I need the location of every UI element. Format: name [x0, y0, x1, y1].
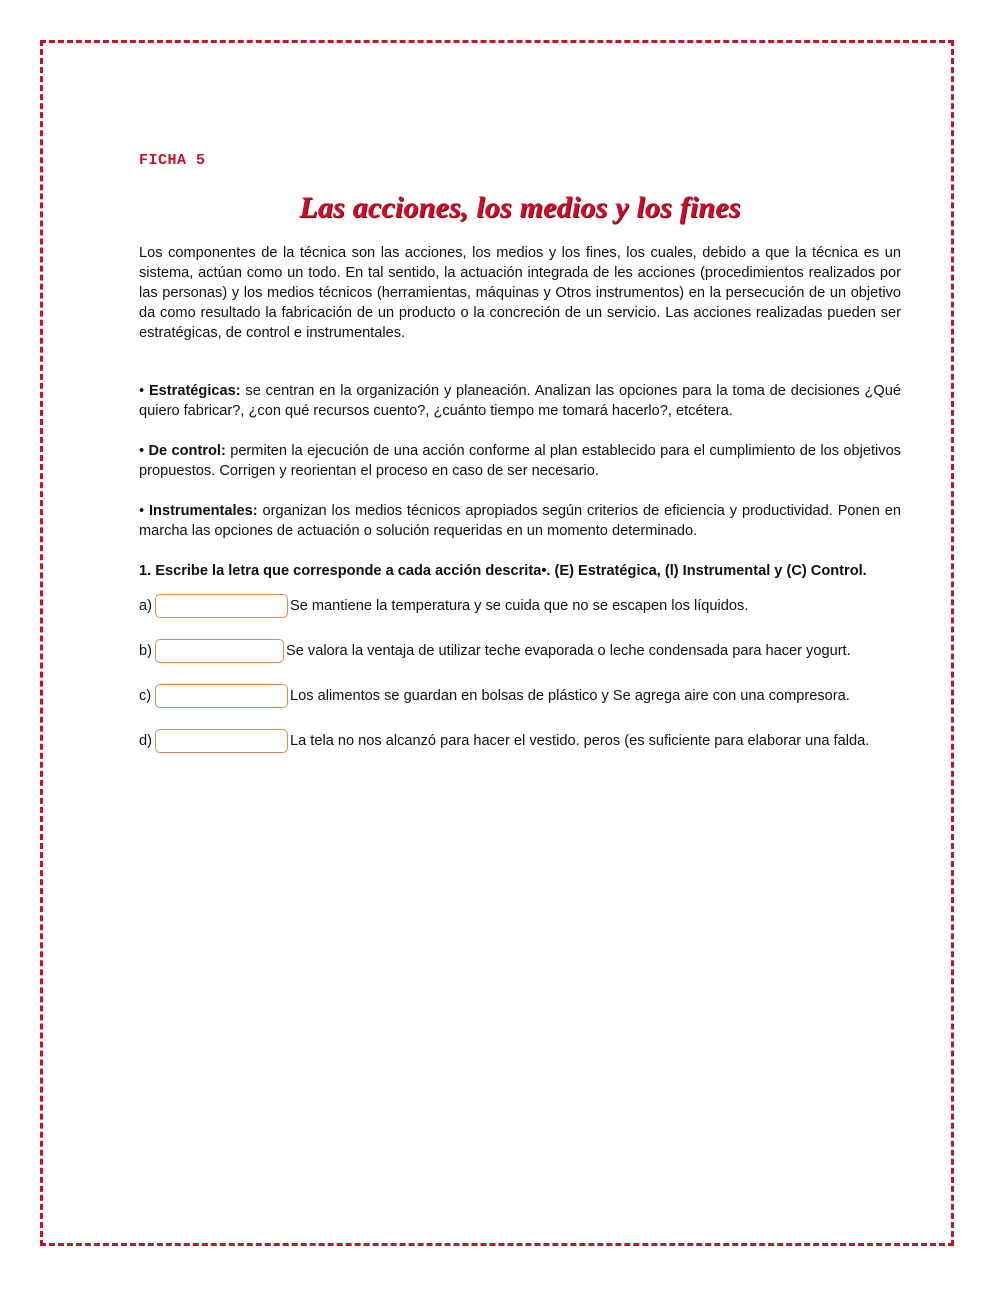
bullet-marker: • [139, 443, 149, 459]
exercise-item-a [139, 593, 901, 619]
worksheet-content [139, 152, 901, 754]
page-title: Las acciones, los medios y los fines [299, 191, 741, 224]
bullet-term: De control: [148, 443, 226, 459]
intro-paragraph: Los componentes de la técnica son las acciones, los medios y los fines, los cuales, debido a que la técnica es un sistema, actúan como un todo. En tal sentido, la actuación integrada de les acciones (procedimientos realizados por las personas) y los medios técnicos (herramientas, máquinas y Otros instrumentos) en la persecución de un objetivo da como resultado la fabricación de un producto o la concreción de un servicio. Las acciones realizadas pueden ser estratégicas, de control e instrumentales. [139, 245, 901, 341]
bullet-marker: • [139, 383, 149, 399]
bullet-term: Instrumentales: [148, 503, 258, 519]
bullet-de-control [139, 441, 901, 481]
bullet-text: permiten la ejecución de una acción conforme al plan establecido para el cumplimiento de los objetivos propuestos. Corrigen y reorientan el proceso en caso de ser necesario. [139, 443, 901, 479]
exercise-items [139, 593, 901, 754]
bullet-term: Estratégicas: [148, 383, 241, 399]
item-letter: b) [139, 643, 152, 659]
answer-input-b[interactable] [155, 639, 284, 663]
bullet-marker: • [139, 503, 149, 519]
item-text: Se mantiene la temperatura y se cuida que no se escapen los líquidos. [290, 598, 749, 614]
item-text: La tela no nos alcanzó para hacer el vestido. peros (es suficiente para elaborar una falda. [290, 733, 870, 749]
item-text: Los alimentos se guardan en bolsas de plástico y Se agrega aire con una compresora. [290, 688, 850, 704]
exercise-item-d [139, 728, 901, 754]
bullet-text: se centran en la organización y planeación. Analizan las opciones para la toma de decisiones ¿Qué quiero fabricar?, ¿con qué recursos cuento?, ¿cuánto tiempo me tomará hacerlo?, etcétera. [139, 383, 902, 419]
exercise-item-c [139, 683, 901, 709]
item-text: Se valora la ventaja de utilizar teche evaporada o leche condensada para hacer yogurt. [286, 643, 851, 659]
bullet-text: organizan los medios técnicos apropiados según criterios de eficiencia y productividad. Ponen en marcha las opciones de actuación o solución requeridas en un momento determinado. [139, 503, 901, 539]
exercise-instruction: 1. Escribe la letra que corresponde a cada acción descrita•. (E) Estratégica, (l) Instrumental y (C) Control. [139, 563, 867, 579]
item-letter: d) [139, 733, 152, 749]
item-letter: a) [139, 598, 152, 614]
item-letter: c) [139, 688, 152, 704]
answer-input-d[interactable] [155, 729, 288, 753]
answer-input-a[interactable] [155, 594, 288, 618]
bullet-estrategicas [139, 381, 901, 421]
exercise-item-b [139, 638, 901, 664]
bullet-instrumentales [139, 501, 901, 541]
ficha-label: FICHA 5 [139, 152, 206, 169]
answer-input-c[interactable] [155, 684, 288, 708]
